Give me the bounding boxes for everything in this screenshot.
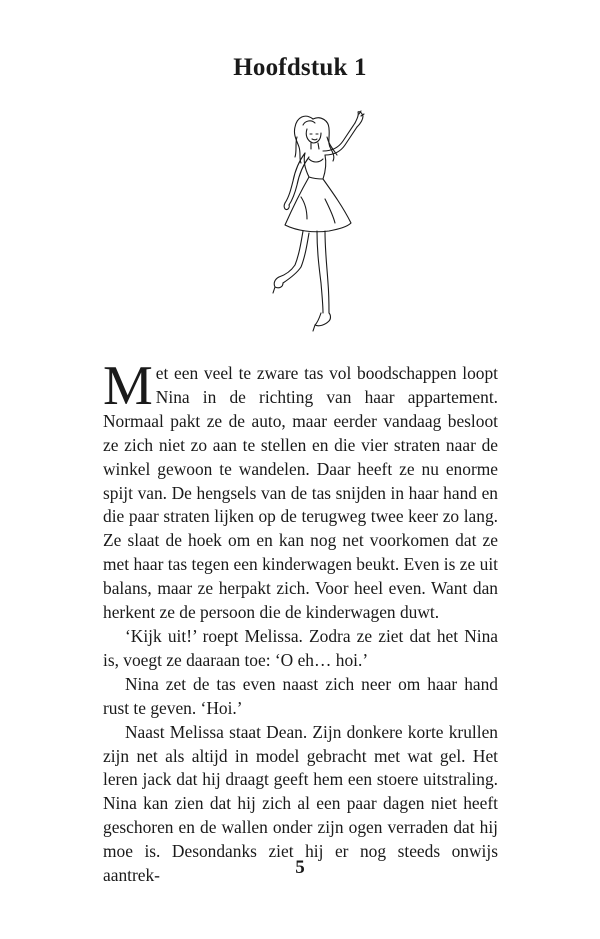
page-number: 5 [295, 857, 305, 878]
paragraph-1-text: et een veel te zware tas vol boodschappen loopt Nina in de richting van haar appartement. Normaal pakt ze de auto, maar eerder vandaag besloot ze zich niet zo aan te stellen en die vier straten naar de winkel gewoon te wandelen. Daar heeft ze nu enorme spijt van. De hengsels van de tas snijden in haar hand en die paar straten lijken op de terugweg twee keer zo lang. Ze slaat de hoek om en kan nog net voorkomen dat ze met haar tas tegen een kinderwagen beukt. Even is ze uit balans, maar ze herpakt zich. Voor heel even. Want dan herkent ze de persoon die de kinderwagen duwt. [103, 363, 498, 623]
chapter-title: Hoofdstuk 1 [233, 54, 367, 81]
chapter-body-text [103, 355, 498, 888]
paragraph-1 [103, 355, 498, 625]
paragraph-2: ‘Kijk uit!’ roept Melissa. Zodra ze ziet dat het Nina is, voegt ze daaraan toe: ‘O eh… hoi.’ [103, 625, 498, 670]
paragraph-4: Naast Melissa staat Dean. Zijn donkere korte krullen zijn net als altijd in model gebracht met wat gel. Het leren jack dat hij draagt geeft hem een stoere uitstraling. Nina kan zien dat hij zich al een paar dagen niet heeft geschoren en de wallen onder zijn ogen verraden dat hij moe is. Desondanks ziet hij er nog steeds onwijs aantrek- [103, 721, 498, 886]
dancing-woman-illustration [255, 107, 395, 337]
dropcap-letter: M [103, 355, 153, 417]
paragraph-3: Nina zet de tas even naast zich neer om haar hand rust te geven. ‘Hoi.’ [103, 673, 498, 718]
